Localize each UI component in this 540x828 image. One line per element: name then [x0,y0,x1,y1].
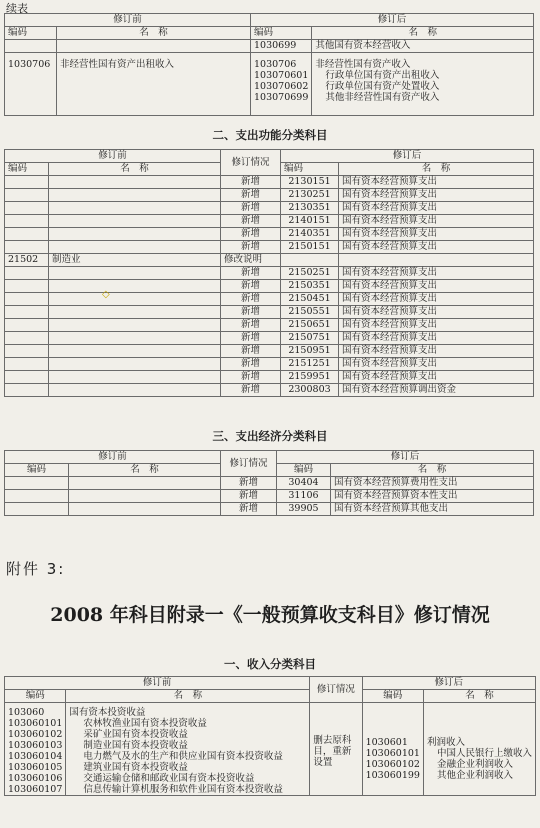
header-after: 修订后 [277,451,534,464]
table-cell: 国有资本经营预算支出 [339,267,534,280]
table-cell: 国有资本经营预算调出资金 [339,384,534,397]
table-cell: 新增 [221,503,277,516]
header-status: 修订情况 [221,451,277,477]
status-line: 目，重新 [313,745,352,757]
table-cell: 国有资本经营预算支出 [339,332,534,345]
table-cell [49,345,221,358]
header-code: 编码 [277,464,331,477]
continued-income-table [4,13,534,116]
header-name: 名 称 [423,690,535,703]
table-cell: 31106 [277,490,331,503]
table-cell: 国有资本经营预算支出 [339,280,534,293]
table-cell [5,215,49,228]
table-cell [5,241,49,254]
table-cell [49,319,221,332]
table-row [5,358,534,371]
table-cell [5,176,49,189]
header-name: 名 称 [331,464,534,477]
header-code: 编码 [281,163,339,176]
header-name: 名 称 [66,690,310,703]
table-cell: 2150751 [281,332,339,345]
status-line: 设置 [313,756,333,768]
name-line: 交通运输仓储和邮政业国有资本投资收益 [83,773,255,784]
table-cell: 国有资本经营预算支出 [339,371,534,384]
table-cell [49,267,221,280]
code-line: 103060103 [8,740,63,751]
header-before: 修订前 [5,150,221,163]
table-cell: 2150451 [281,293,339,306]
table-cell: 其他国有资本经营收入 [312,40,534,53]
section-title: 三、支出经济分类科目 [212,429,328,443]
table-cell [423,703,535,796]
table-cell: 2140151 [281,215,339,228]
header-before: 修订前 [5,677,310,690]
table-cell: 国有资本经营预算支出 [339,228,534,241]
name-line: 利润收入 [426,737,465,748]
header-after: 修订后 [281,150,534,163]
table-row [5,490,534,503]
table-cell: 新增 [221,280,281,293]
table-cell: 2159951 [281,371,339,384]
header-status: 修订情况 [221,150,281,176]
table-cell: 国有资本经营预算资本性支出 [331,490,534,503]
table-cell [49,228,221,241]
table-cell: 非经营性国有资产出租收入 [57,53,251,116]
table-cell [49,280,221,293]
table-row [5,267,534,280]
table-row [5,215,534,228]
section-title: 一、收入分类科目 [224,657,316,671]
code-line: 1030706 [254,59,297,70]
table-cell [5,189,49,202]
table-cell: 国有资本经营预算支出 [339,306,534,319]
table-cell [5,267,49,280]
table-cell: 39905 [277,503,331,516]
table-cell: 国有资本经营预算支出 [339,176,534,189]
table-cell: 2150351 [281,280,339,293]
table-cell: 国有资本经营预算支出 [339,319,534,332]
table-cell [69,503,221,516]
table-cell: 21502 [5,254,49,267]
table-cell: 2150951 [281,345,339,358]
table-row [5,477,534,490]
table-cell: 1030699 [251,40,312,53]
table-cell [5,384,49,397]
table-cell: 新增 [221,384,281,397]
table-cell [57,40,251,53]
header-name: 名 称 [312,27,534,40]
pencil-mark-icon: ◇ [102,289,110,300]
name-line: 行政单位国有资产出租收入 [325,70,440,81]
table-cell [49,358,221,371]
name-line: 非经营性国有资产收入 [315,59,411,70]
header-code: 编码 [251,27,312,40]
table-cell: 国有资本经营预算费用性支出 [331,477,534,490]
table-cell [5,319,49,332]
expenditure-economic-table [4,450,534,516]
name-line: 农林牧渔业国有资本投资收益 [83,718,207,729]
table-cell [5,345,49,358]
table-cell: 2130251 [281,189,339,202]
code-line: 103060 [8,707,45,718]
table-cell: 2150251 [281,267,339,280]
name-line: 金融企业利润收入 [436,759,513,770]
table-cell: 新增 [221,293,281,306]
table-cell: 新增 [221,371,281,384]
code-line: 103070601 [254,70,309,81]
table-row [5,345,534,358]
header-name: 名 称 [339,163,534,176]
table-cell: 2130151 [281,176,339,189]
table-cell: 2151251 [281,358,339,371]
table-cell: 2150151 [281,241,339,254]
table-cell [5,371,49,384]
table-cell [281,254,339,267]
table-cell [5,280,49,293]
table-cell [49,293,221,306]
table-cell: 国有资本经营预算其他支出 [331,503,534,516]
table-cell: 国有资本经营预算支出 [339,345,534,358]
table-cell [5,490,69,503]
table-cell [5,293,49,306]
table-cell: 国有资本经营预算支出 [339,189,534,202]
header-code: 编码 [362,690,423,703]
code-line: 103060101 [365,748,420,759]
code-line: 103060104 [8,751,63,762]
code-line: 103060102 [365,759,420,770]
code-line: 103060105 [8,762,63,773]
table-cell [5,503,69,516]
name-line: 其他企业利润收入 [436,770,513,781]
table-cell [49,189,221,202]
table-cell: 新增 [221,358,281,371]
table-cell: 2150651 [281,319,339,332]
income-classification-table [4,676,536,796]
header-code: 编码 [5,690,66,703]
table-cell: 新增 [221,490,277,503]
table-cell: 新增 [221,319,281,332]
continued-label: 续表 [6,2,28,15]
table-cell [5,202,49,215]
header-before: 修订前 [5,451,221,464]
table-row [5,503,534,516]
code-line: 103070699 [254,92,309,103]
header-code: 编码 [5,163,49,176]
table-cell [49,384,221,397]
name-line: 采矿业国有资本投资收益 [83,729,188,740]
table-row [5,176,534,189]
name-line: 电力燃气及水的生产和供应业国有资本投资收益 [83,751,283,762]
code-line: 1030601 [365,737,408,748]
table-cell [5,228,49,241]
table-cell [339,254,534,267]
table-cell [49,215,221,228]
table-cell [49,332,221,345]
header-name: 名 称 [57,27,251,40]
table-cell [251,53,312,116]
table-cell: 新增 [221,477,277,490]
table-cell: 2150551 [281,306,339,319]
table-cell: 2130351 [281,202,339,215]
table-cell: 30404 [277,477,331,490]
table-cell [69,477,221,490]
name-line: 信息传输计算机服务和软件业国有资本投资收益 [83,784,283,795]
table-row [5,306,534,319]
table-cell [312,53,534,116]
table-cell [5,40,57,53]
header-name: 名 称 [49,163,221,176]
code-line: 103060107 [8,784,63,795]
code-line: 103070602 [254,81,309,92]
table-cell [49,306,221,319]
table-row [5,384,534,397]
table-cell [362,703,423,796]
table-cell: 新增 [221,345,281,358]
table-cell [5,358,49,371]
expenditure-function-table [4,149,534,397]
table-cell [5,306,49,319]
name-line: 制造业国有资本投资收益 [83,740,188,751]
table-cell: 国有资本经营预算支出 [339,241,534,254]
table-cell: 新增 [221,202,281,215]
table-cell [49,176,221,189]
table-cell [310,703,362,796]
header-status: 修订情况 [310,677,362,703]
table-cell: 国有资本经营预算支出 [339,358,534,371]
attachment-label: 附件 3: [6,560,66,578]
table-cell [66,703,310,796]
table-cell: 国有资本经营预算支出 [339,293,534,306]
name-line: 建筑业国有资本投资收益 [83,762,188,773]
table-row [5,241,534,254]
header-code: 编码 [5,464,69,477]
table-cell [69,490,221,503]
table-cell: 国有资本经营预算支出 [339,202,534,215]
page-title: 2008 年科目附录一《一般预算收支科目》修订情况 [50,604,490,626]
table-row [5,319,534,332]
code-line: 103060102 [8,729,63,740]
name-line: 行政单位国有资产处置收入 [325,81,440,92]
table-cell: 新增 [221,189,281,202]
table-cell: 1030706 [5,53,57,116]
table-cell: 新增 [221,241,281,254]
table-cell: 2300803 [281,384,339,397]
name-line: 中国人民银行上缴收入 [436,748,532,759]
table-cell: 2140351 [281,228,339,241]
table-row [5,228,534,241]
table-cell: 新增 [221,215,281,228]
table-cell [49,202,221,215]
table-cell: 新增 [221,267,281,280]
table-cell: 新增 [221,332,281,345]
header-code: 编码 [5,27,57,40]
header-after: 修订后 [251,14,534,27]
section-title: 二、支出功能分类科目 [212,128,328,142]
table-row [5,189,534,202]
table-cell: 新增 [221,176,281,189]
code-line: 103060199 [365,770,420,781]
table-row [5,280,534,293]
header-name: 名 称 [69,464,221,477]
table-row [5,202,534,215]
table-row [5,371,534,384]
header-before: 修订前 [5,14,251,27]
table-cell: 国有资本经营预算支出 [339,215,534,228]
table-cell [5,477,69,490]
table-cell [49,371,221,384]
table-cell: 制造业 [49,254,221,267]
table-cell: 新增 [221,228,281,241]
table-cell: 修改说明 [221,254,281,267]
table-cell [5,332,49,345]
table-cell: 新增 [221,306,281,319]
table-row [5,332,534,345]
header-after: 修订后 [362,677,535,690]
code-line: 103060106 [8,773,63,784]
status-line: 删去原科 [313,734,352,746]
table-cell [5,703,66,796]
name-line: 其他非经营性国有资产收入 [325,92,440,103]
code-line: 103060101 [8,718,63,729]
table-cell [49,241,221,254]
table-row [5,293,534,306]
name-line: 国有资本投资收益 [69,707,146,718]
